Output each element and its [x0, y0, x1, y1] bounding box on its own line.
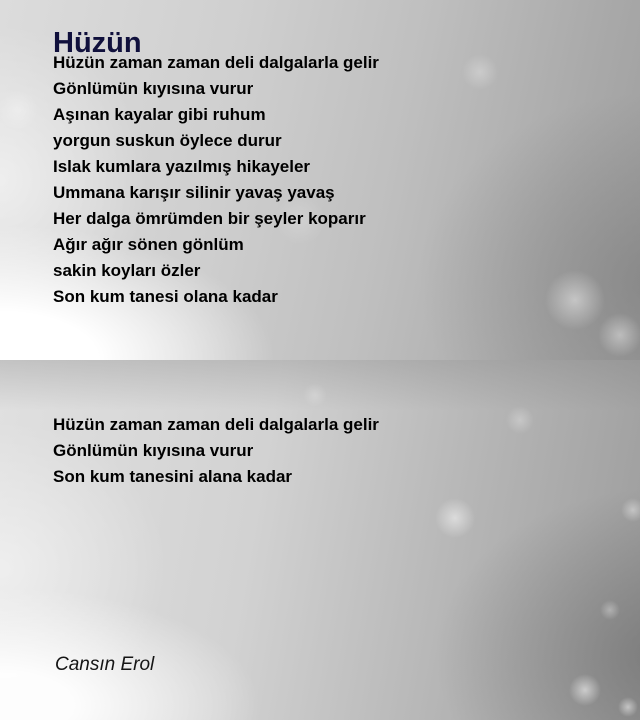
stanza-1: [53, 50, 379, 310]
poem-line: yorgun suskun öylece durur: [53, 131, 282, 150]
poem-line: Ummana karışır silinir yavaş yavaş: [53, 183, 335, 202]
stanza-2: [53, 412, 379, 490]
poem-line: sakin koyları özler: [53, 261, 201, 280]
poem-line: Ağır ağır sönen gönlüm: [53, 235, 244, 254]
poem-line: Gönlümün kıyısına vurur: [53, 79, 254, 98]
poem-line: Aşınan kayalar gibi ruhum: [53, 105, 266, 124]
poem-line: Islak kumlara yazılmış hikayeler: [53, 157, 311, 176]
poem-line: Her dalga ömrümden bir şeyler koparır: [53, 209, 366, 228]
poem-title: Hüzün: [53, 27, 142, 60]
poem-line: Hüzün zaman zaman deli dalgalarla gelir: [53, 415, 379, 434]
poem-line: Gönlümün kıyısına vurur: [53, 441, 254, 460]
poem-image-bottom: [0, 360, 640, 720]
poem-line: Son kum tanesini alana kadar: [53, 467, 293, 486]
poem-line: Son kum tanesi olana kadar: [53, 287, 278, 306]
poem-author: Cansın Erol: [55, 654, 155, 675]
poem-line: Hüzün zaman zaman deli dalgalarla gelir: [53, 53, 379, 72]
